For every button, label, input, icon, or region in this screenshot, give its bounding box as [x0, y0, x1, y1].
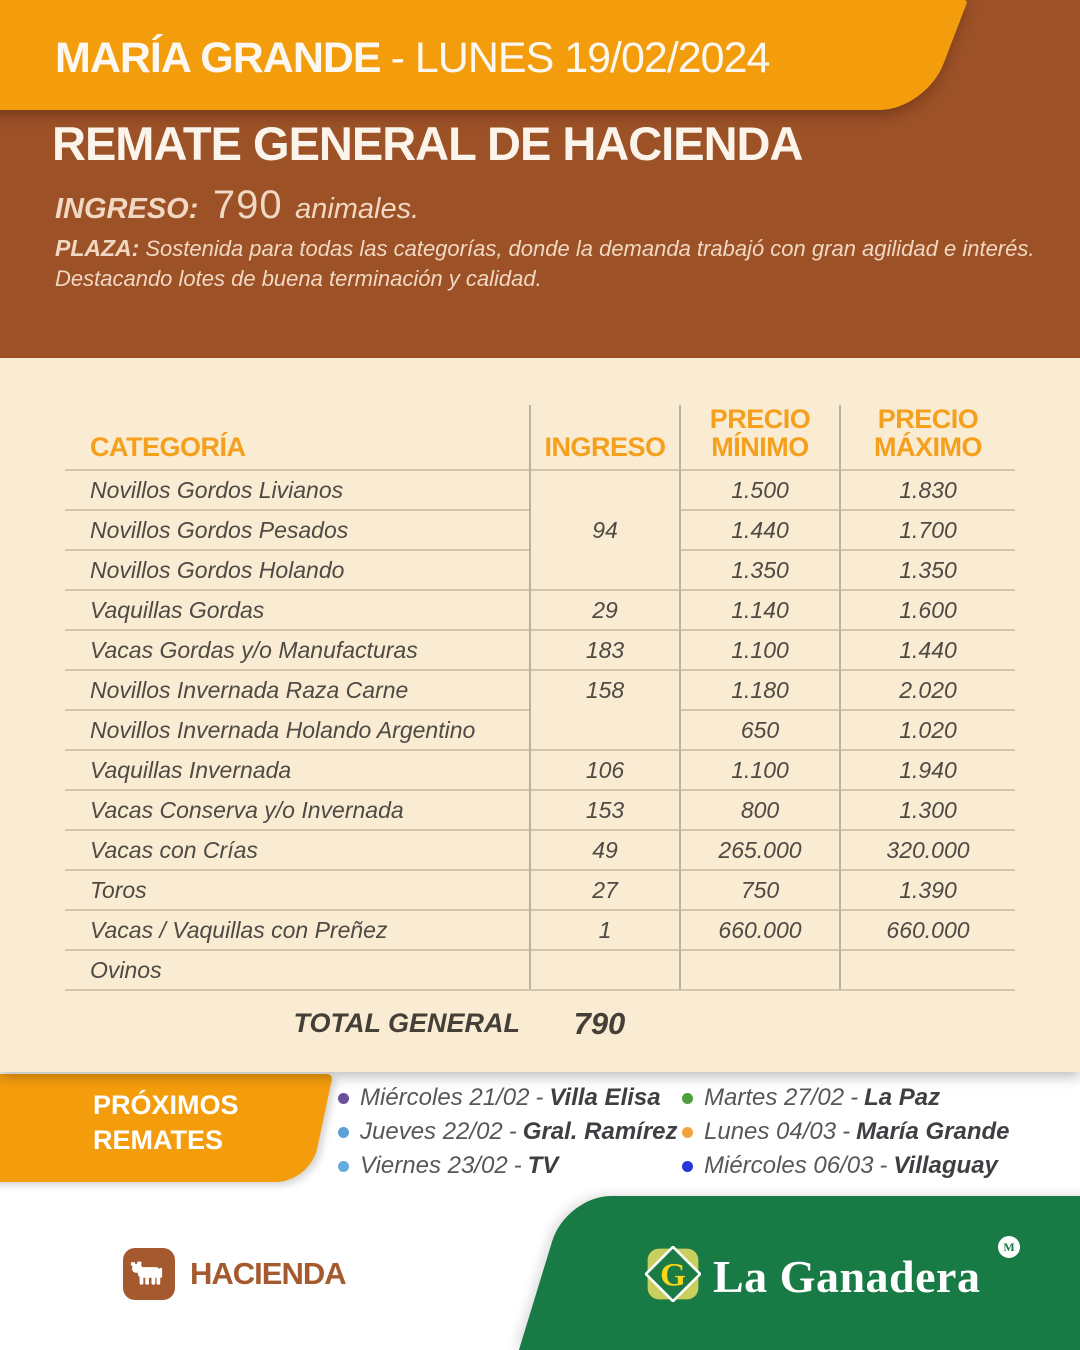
- col-header-precio-maximo: PRECIO MÁXIMO: [840, 405, 1015, 470]
- upcoming-date: Miércoles 06/03: [704, 1152, 874, 1179]
- precio-maximo-cell: [840, 950, 1015, 990]
- upcoming-date: Lunes 04/03: [704, 1118, 837, 1145]
- price-table: [65, 405, 1015, 991]
- ingreso-cell: 1: [530, 910, 680, 950]
- plaza-text-line2: Destacando lotes de buena terminación y calidad.: [55, 266, 542, 291]
- precio-maximo-cell: 320.000: [840, 830, 1015, 870]
- dash-separator: -: [842, 1118, 851, 1145]
- upcoming-item: [338, 1115, 678, 1149]
- table-row: [65, 910, 1015, 950]
- brand-name: La Ganadera: [713, 1251, 981, 1302]
- precio-minimo-cell: 660.000: [680, 910, 840, 950]
- hacienda-label: HACIENDA: [190, 1256, 346, 1291]
- precio-maximo-cell: 1.600: [840, 590, 1015, 630]
- dash-separator: -: [513, 1152, 522, 1179]
- table-header-row: [65, 405, 1015, 470]
- ingreso-cell: [530, 950, 680, 990]
- dash-separator: -: [879, 1152, 888, 1179]
- ingreso-label: INGRESO:: [55, 193, 199, 225]
- table-section: [0, 358, 1080, 1072]
- category-cell: Ovinos: [65, 950, 530, 990]
- upcoming-date: Viernes 23/02: [360, 1152, 508, 1179]
- upcoming-item: [338, 1081, 678, 1115]
- precio-maximo-cell: 1.350: [840, 550, 1015, 590]
- table-row: [65, 950, 1015, 990]
- ingreso-cell: 106: [530, 750, 680, 790]
- precio-minimo-cell: 1.180: [680, 670, 840, 710]
- precio-minimo-cell: 1.140: [680, 590, 840, 630]
- category-cell: Toros: [65, 870, 530, 910]
- ingreso-cell: 94: [530, 470, 680, 590]
- total-row: [65, 1006, 1015, 1042]
- hacienda-logo: [123, 1248, 346, 1300]
- precio-maximo-cell: 1.830: [840, 470, 1015, 510]
- category-cell: Vacas con Crías: [65, 830, 530, 870]
- category-cell: Vaquillas Invernada: [65, 750, 530, 790]
- category-cell: Novillos Gordos Holando: [65, 550, 530, 590]
- bullet-icon: [682, 1093, 693, 1104]
- table-row: [65, 470, 1015, 510]
- upcoming-date: Martes 27/02: [704, 1084, 845, 1111]
- auction-date: - LUNES 19/02/2024: [390, 34, 770, 82]
- svg-text:G: G: [660, 1256, 686, 1294]
- upcoming-item: [682, 1081, 1010, 1115]
- ingreso-cell: 153: [530, 790, 680, 830]
- table-row: [65, 790, 1015, 830]
- precio-minimo-cell: 265.000: [680, 830, 840, 870]
- upcoming-place: Villa Elisa: [549, 1084, 661, 1111]
- upcoming-date: Miércoles 21/02: [360, 1084, 530, 1111]
- ingreso-cell: 29: [530, 590, 680, 630]
- precio-maximo-cell: 660.000: [840, 910, 1015, 950]
- ingreso-cell: 183: [530, 630, 680, 670]
- ingreso-cell: 49: [530, 830, 680, 870]
- plaza-label: PLAZA:: [55, 235, 140, 261]
- upcoming-place: TV: [527, 1152, 559, 1179]
- category-cell: Vacas Gordas y/o Manufacturas: [65, 630, 530, 670]
- precio-minimo-cell: 750: [680, 870, 840, 910]
- registered-mark-icon: M: [998, 1236, 1020, 1258]
- bullet-icon: [338, 1093, 349, 1104]
- upcoming-item: [338, 1149, 678, 1183]
- ingreso-cell: 158: [530, 670, 680, 750]
- ingreso-line: [55, 183, 419, 228]
- upcoming-item: [682, 1149, 1010, 1183]
- table-body: [65, 470, 1015, 990]
- footer-section: [0, 1072, 1080, 1350]
- col-header-ingreso: INGRESO: [530, 405, 680, 470]
- precio-maximo-cell: 1.700: [840, 510, 1015, 550]
- upcoming-place: Villaguay: [893, 1152, 998, 1179]
- category-cell: Vacas / Vaquillas con Preñez: [65, 910, 530, 950]
- bullet-icon: [338, 1161, 349, 1172]
- upcoming-list-col1: [338, 1081, 678, 1183]
- precio-maximo-cell: 1.390: [840, 870, 1015, 910]
- precio-minimo-cell: 1.350: [680, 550, 840, 590]
- col-header-precio-minimo: PRECIO MÍNIMO: [680, 405, 840, 470]
- page-title: REMATE GENERAL DE HACIENDA: [52, 117, 803, 170]
- precio-minimo-cell: 1.500: [680, 470, 840, 510]
- dash-separator: -: [508, 1118, 517, 1145]
- precio-minimo-cell: 1.100: [680, 630, 840, 670]
- location-name: MARÍA GRANDE: [55, 34, 381, 82]
- table-row: [65, 590, 1015, 630]
- plaza-text-line1: Sostenida para todas las categorías, donde la demanda trabajó con gran agilidad e interés.: [145, 236, 1035, 261]
- precio-maximo-cell: 1.440: [840, 630, 1015, 670]
- cow-icon: [123, 1248, 175, 1300]
- total-value: 790: [573, 1006, 626, 1041]
- upcoming-place: Gral. Ramírez: [522, 1118, 678, 1145]
- dash-separator: -: [850, 1084, 859, 1111]
- upcoming-item: [682, 1115, 1010, 1149]
- upcoming-list-col2: [682, 1081, 1010, 1183]
- category-cell: Vacas Conserva y/o Invernada: [65, 790, 530, 830]
- precio-maximo-cell: 1.300: [840, 790, 1015, 830]
- ingreso-value: 790: [212, 183, 283, 227]
- total-label: TOTAL GENERAL: [293, 1008, 520, 1038]
- ingreso-suffix: animales.: [295, 193, 420, 225]
- precio-minimo-cell: 1.440: [680, 510, 840, 550]
- category-cell: Novillos Invernada Holando Argentino: [65, 710, 530, 750]
- precio-minimo-cell: 1.100: [680, 750, 840, 790]
- category-cell: Novillos Gordos Livianos: [65, 470, 530, 510]
- category-cell: Vaquillas Gordas: [65, 590, 530, 630]
- banner-text: [55, 34, 769, 82]
- ingreso-cell: 27: [530, 870, 680, 910]
- dash-separator: -: [535, 1084, 544, 1111]
- upcoming-date: Jueves 22/02: [360, 1118, 503, 1145]
- table-row: [65, 870, 1015, 910]
- bullet-icon: [338, 1127, 349, 1138]
- precio-minimo-cell: 650: [680, 710, 840, 750]
- g-diamond-icon: [645, 1246, 701, 1307]
- plaza-paragraph: [55, 233, 1055, 294]
- precio-maximo-cell: 1.020: [840, 710, 1015, 750]
- table-row: [65, 830, 1015, 870]
- col-header-categoria: CATEGORÍA: [90, 432, 246, 462]
- table-row: [65, 750, 1015, 790]
- precio-maximo-cell: 1.940: [840, 750, 1015, 790]
- category-cell: Novillos Gordos Pesados: [65, 510, 530, 550]
- table-row: [65, 670, 1015, 710]
- upcoming-place: María Grande: [856, 1118, 1010, 1145]
- precio-maximo-cell: 2.020: [840, 670, 1015, 710]
- bullet-icon: [682, 1161, 693, 1172]
- header-section: [0, 0, 1080, 358]
- badge-line1: PRÓXIMOS: [93, 1090, 239, 1120]
- category-cell: Novillos Invernada Raza Carne: [65, 670, 530, 710]
- upcoming-badge-text: [93, 1088, 239, 1158]
- precio-minimo-cell: 800: [680, 790, 840, 830]
- bullet-icon: [682, 1127, 693, 1138]
- badge-line2: REMATES: [93, 1125, 224, 1155]
- precio-minimo-cell: [680, 950, 840, 990]
- upcoming-place: La Paz: [864, 1084, 941, 1111]
- la-ganadera-logo: [645, 1246, 980, 1307]
- table-row: [65, 630, 1015, 670]
